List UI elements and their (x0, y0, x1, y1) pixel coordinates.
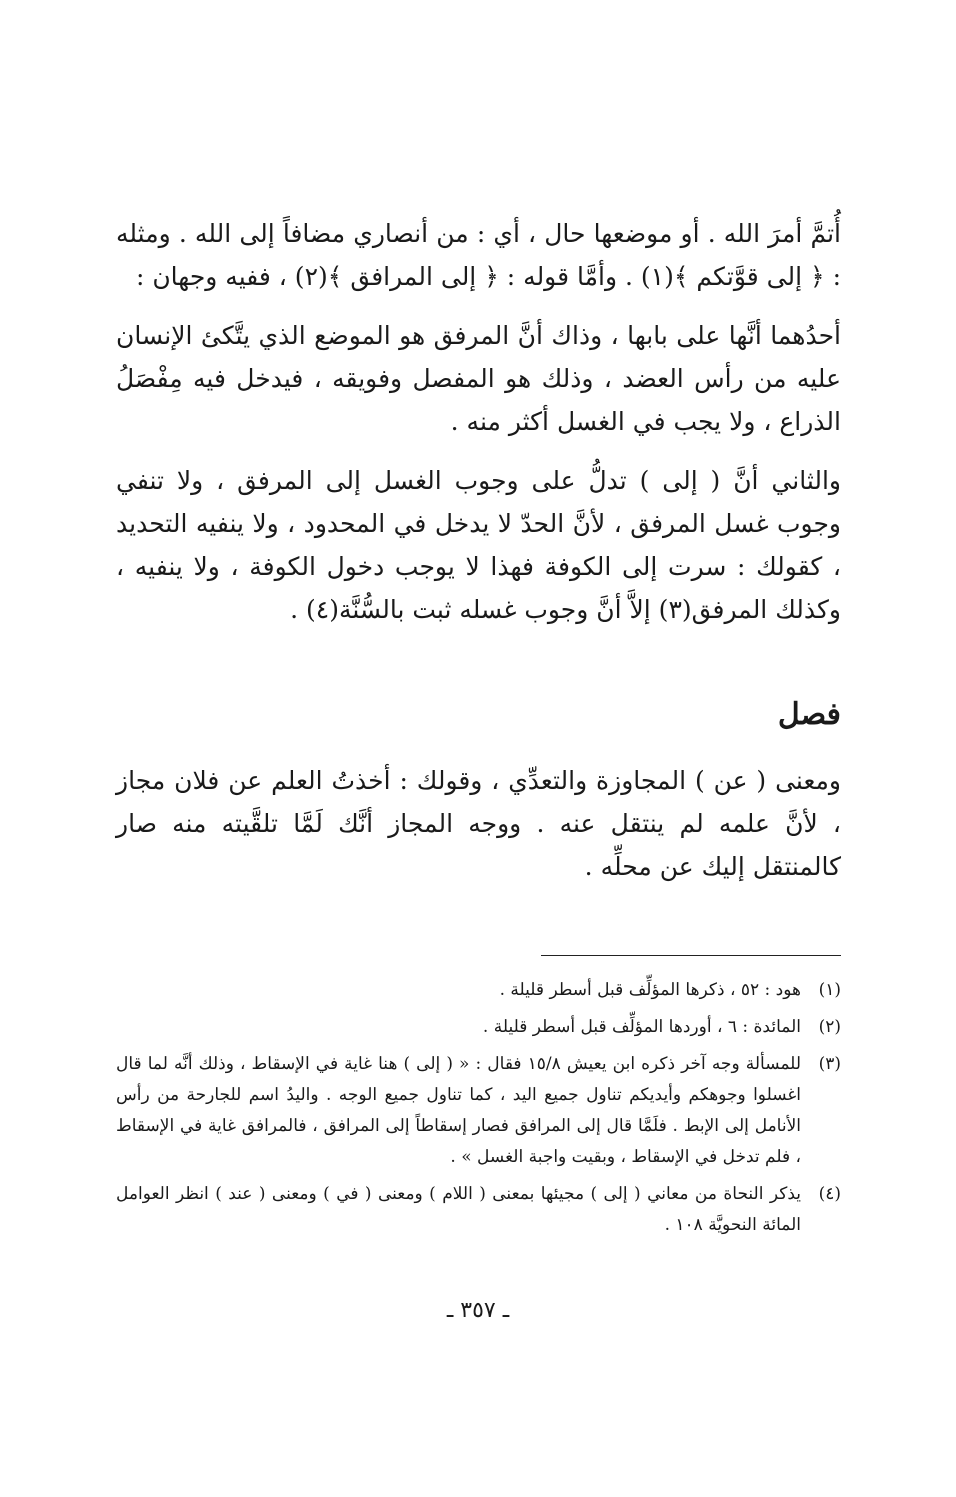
footnote-text: للمسألة وجه آخر ذكره ابن يعيش ١٥/٨ فقال : « ( إلى ) هنا غاية في الإسقاط ، وذلك أنَّه لما قال اغسلوا وجوهكم وأيديكم تناول جميع اليد ، كما تناول جميع الوجه . واليدُ اسم للجارحة من رأس الأنامل إلى الإبط . فلَمَّا قال إلى المرافق فصار إسقاطاً إلى المرافق ، فالمرافق غاية في الإسقاط ، فلم تدخل في الإسقاط ، وبقيت واجبة الغسل » . (116, 1054, 801, 1167)
paragraph-2: أحدُهما أنَّها على بابها ، وذاك أنَّ المرفق هو الموضع الذي يتَّكئ الإنسان عليه من رأس العضد ، وذلك هو المفصل وفويقه ، فيدخل فيه مِفْصَلُ الذراع ، ولا يجب في الغسل أكثر منه . (116, 321, 841, 436)
footnote-divider (541, 955, 841, 956)
footnote-number: (١) (818, 980, 841, 1000)
section-heading: فصل (777, 697, 841, 732)
footnote-number: (٣) (818, 1054, 841, 1074)
paragraph-3: والثاني أنَّ ( إلى ) تدلُّ على وجوب الغسل إلى المرفق ، ولا تنفي وجوب غسل المرفق ، لأنَّ الحدّ لا يدخل في المحدود ، ولا ينفيه التحديد ، كقولك : سرت إلى الكوفة فهذا لا يوجب دخول الكوفة ، ولا ينفيه ، وكذلك المرفق(٣) إلاَّ أنَّ وجوب غسله ثبت بالسُّنَّة(٤) . (116, 466, 841, 624)
footnote-text: المائدة : ٦ ، أوردها المؤلِّف قبل أسطر قليلة . (482, 1017, 801, 1037)
section-paragraph: ومعنى ( عن ) المجاوزة والتعدِّي ، وقولك : أخذتُ العلم عن فلان مجاز ، لأنَّ علمه لم ينتقل عنه . ووجه المجاز أنَّك لَمَّا تلقَّيته منه صار كالمنتقل إليك عن محلِّه . (116, 766, 841, 881)
footnote (116, 1012, 841, 1043)
footnote-number: (٢) (818, 1017, 841, 1037)
main-text (116, 212, 841, 904)
footnote (116, 1179, 841, 1241)
footnote (116, 1049, 841, 1173)
page-number: ـ ٣٥٧ ـ (446, 1298, 510, 1323)
footnotes (116, 975, 841, 1247)
footnote-text: يذكر النحاة من معاني ( إلى ) مجيئها بمعنى ( اللام ) ومعنى ( في ) ومعنى ( عند ) انظر العوامل المائة النحويَّة ١٠٨ . (116, 1184, 801, 1235)
footnote-number: (٤) (818, 1184, 841, 1204)
footnote-text: هود : ٥٢ ، ذكرها المؤلِّف قبل أسطر قليلة . (499, 980, 801, 1000)
footnote (116, 975, 841, 1006)
paragraph-1: أُتمَّ أمرَ الله . أو موضعها حال ، أي : من أنصاري مضافاً إلى الله . ومثله : ﴿ إلى قوَّتكم ﴾(١) . وأمَّا قوله : ﴿ إلى المرافق ﴾(٢) ، ففيه وجهان : (116, 219, 841, 291)
